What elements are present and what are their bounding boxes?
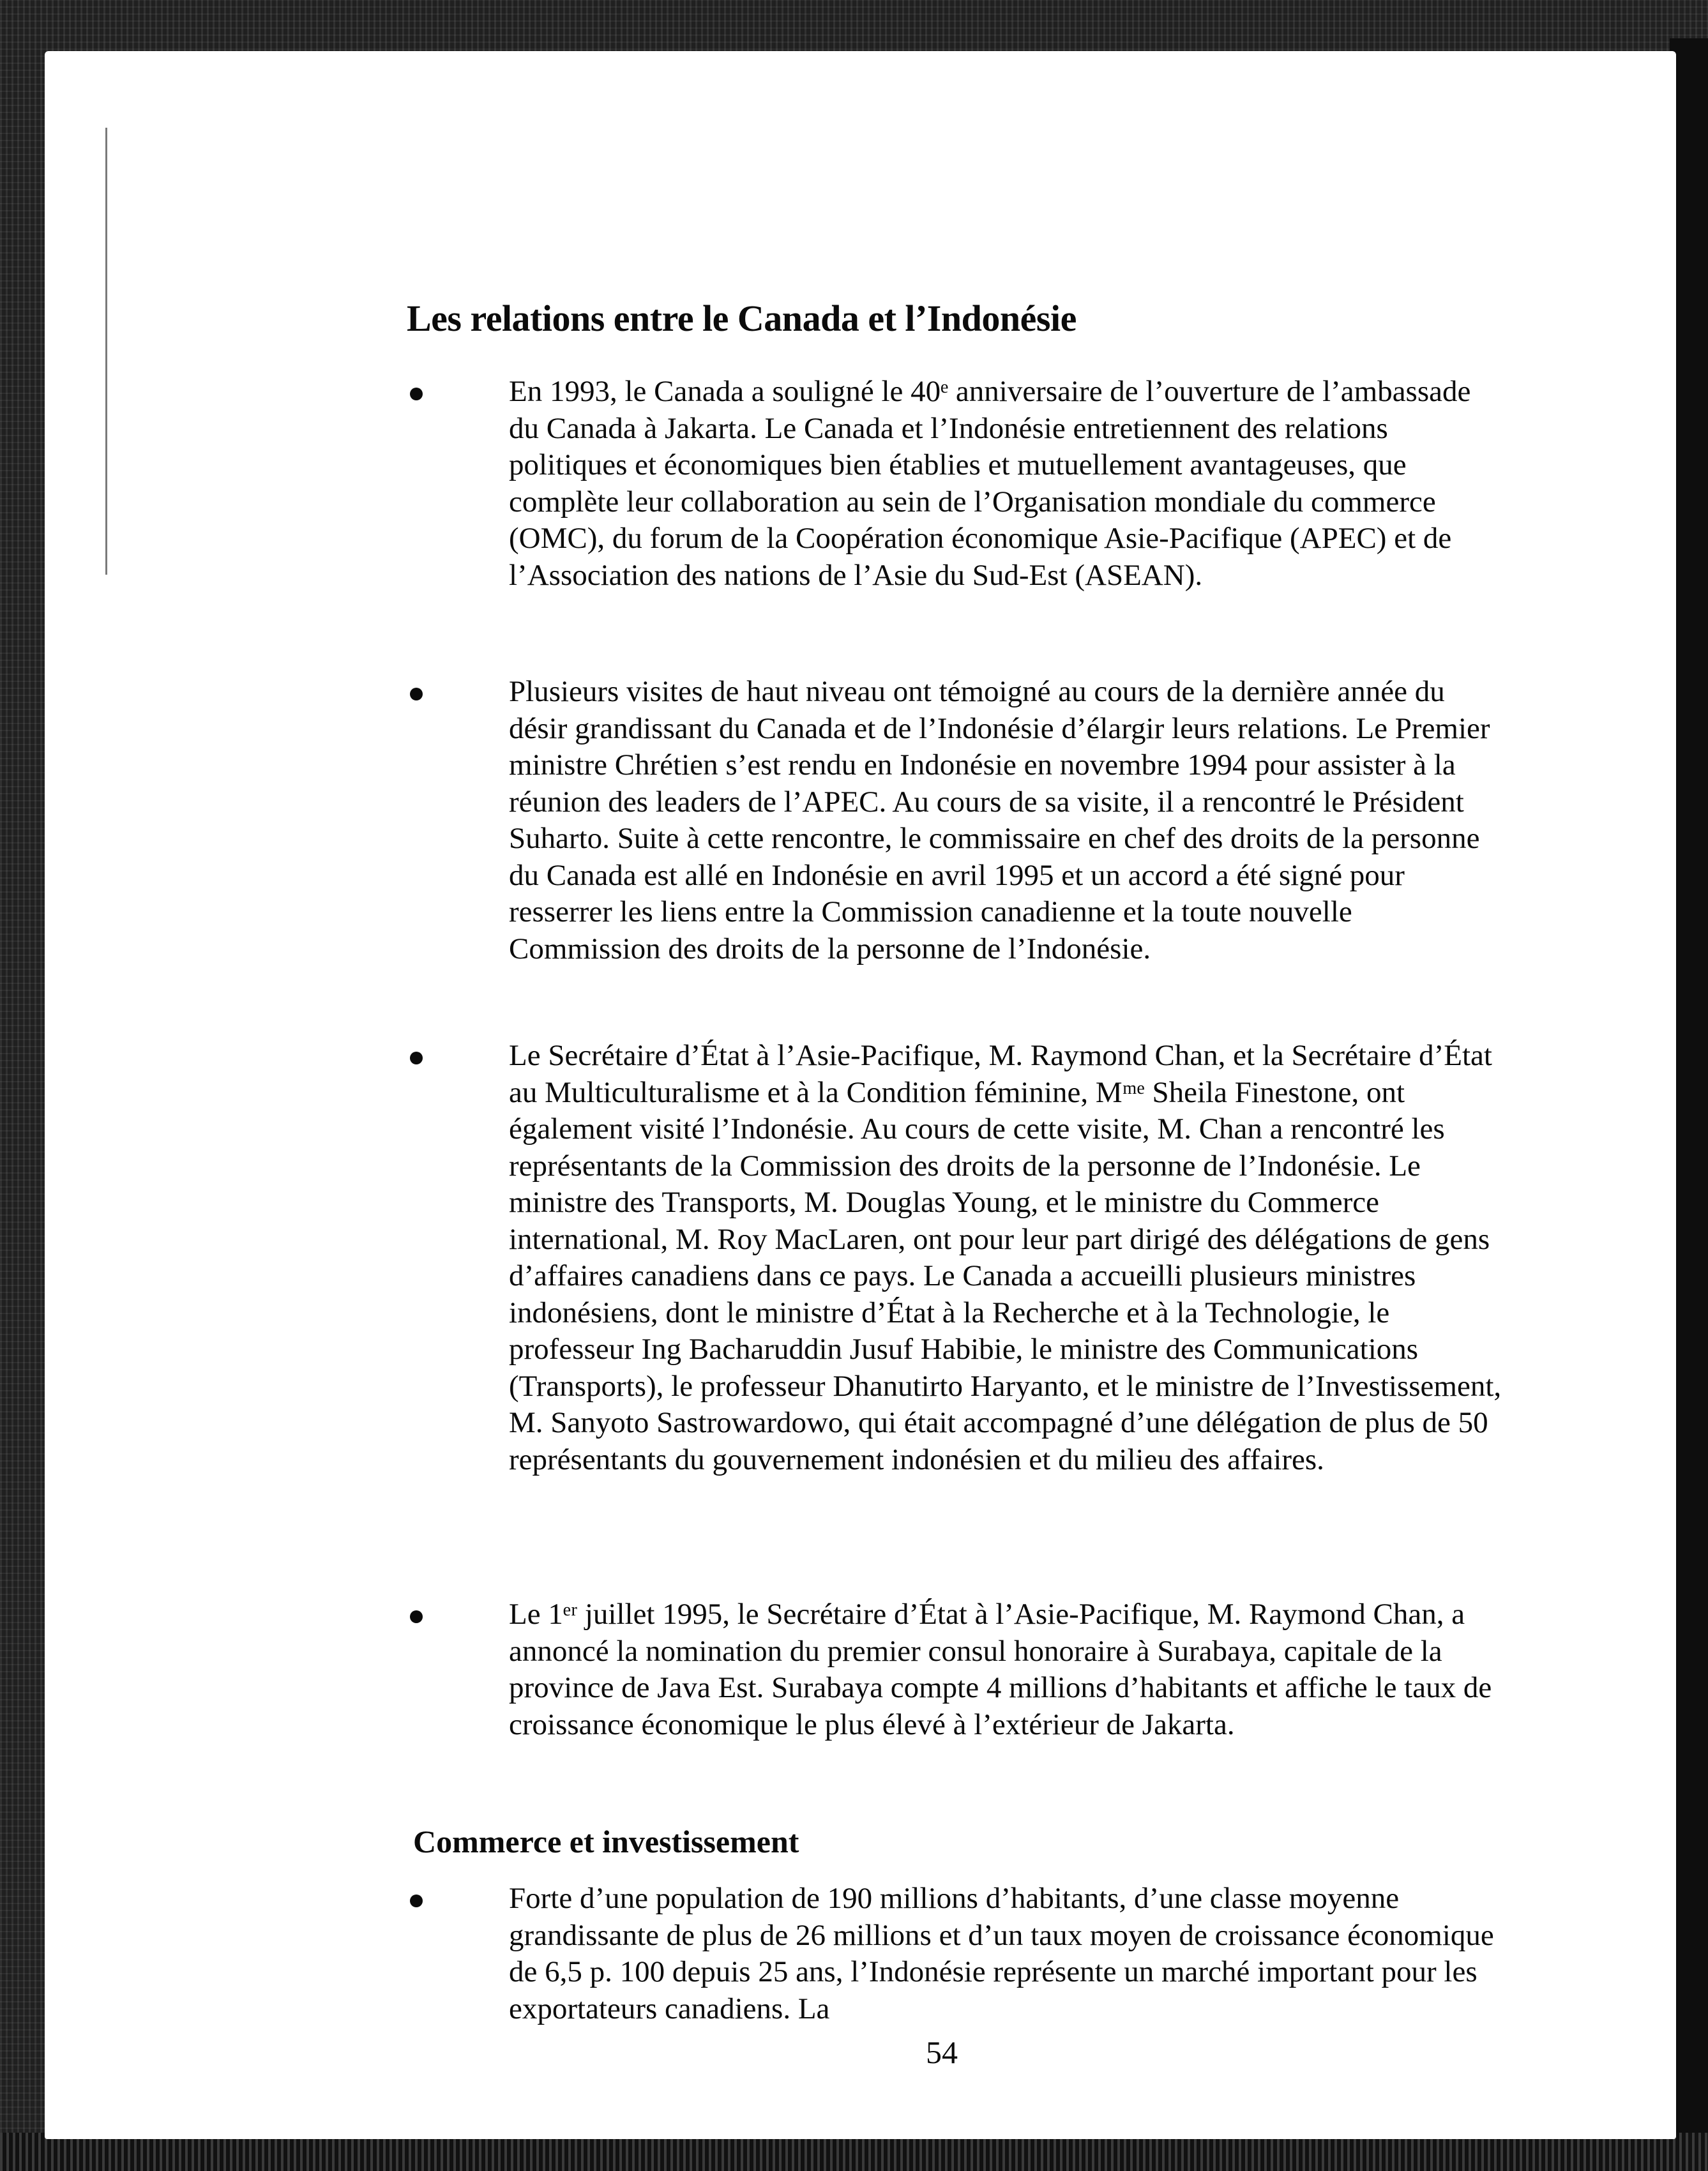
bullet-item-5 <box>407 1880 1492 2027</box>
bullet-item-3 <box>407 1038 1502 1478</box>
bullet-text-2: Plusieurs visites de haut niveau ont témoigné au cours de la dernière année du désir grandissant du Canada et de l’Indonésie d’élargir leurs relations. Le Premier ministre Chrétien s’est rendu en Indonésie en novembre 1994 pour assister à la réunion des leaders de l’APEC. Au cours de sa visite, il a rencontré le Président Suharto. Suite à cette rencontre, le commissaire en chef des droits de la personne du Canada est allé en Indonésie en avril 1995 et un accord a été signé pour resserrer les liens entre la Commission canadienne et la toute nouvelle Commission des droits de la personne de l’Indonésie. <box>509 675 1490 965</box>
document-page <box>45 51 1676 2139</box>
page-content <box>45 51 1676 2139</box>
bullet-icon <box>410 388 423 400</box>
bullet-item-4 <box>407 1596 1492 1743</box>
bullet-text-1: En 1993, le Canada a souligné le 40ᵉ anniversaire de l’ouverture de l’ambassade du Canada à Jakarta. Le Canada et l’Indonésie entretiennent des relations politiques et économiques bien établies et mutuellement avantageuses, que complète leur collaboration au sein de l’Organisation mondiale du commerce (OMC), du forum de la Coopération économique Asie-Pacifique (APEC) et de l’Association des nations de l’Asie du Sud-Est (ASEAN). <box>509 375 1471 592</box>
bullet-icon <box>410 1052 423 1064</box>
bullet-icon <box>410 688 423 700</box>
trade-subheading: Commerce et investissement <box>413 1824 799 1859</box>
bullet-icon <box>410 1895 423 1907</box>
bullet-item-2 <box>407 674 1492 967</box>
page-number: 54 <box>926 2034 958 2070</box>
bullet-text-5: Forte d’une population de 190 millions d’habitants, d’une classe moyenne grandissante de plus de 26 millions et d’un taux moyen de croissance économique de 6,5 p. 100 depuis 25 ans, l’Indonésie représente un marché important pour les exportateurs canadiens. La <box>509 1882 1494 2025</box>
bullet-item-1 <box>407 374 1492 594</box>
bullet-text-3: Le Secrétaire d’État à l’Asie-Pacifique, M. Raymond Chan, et la Secrétaire d’État au Multiculturalisme et à la Condition féminine, Mᵐᵉ Sheila Finestone, ont également visité l’Indonésie. Au cours de cette visite, M. Chan a rencontré les représentants de la Commission des droits de la personne de l’Indonésie. Le ministre des Transports, M. Douglas Young, et le ministre du Commerce international, M. Roy MacLaren, ont pour leur part dirigé des délégations de gens d’affaires canadiens dans ce pays. Le Canada a accueilli plusieurs ministres indonésiens, dont le ministre d’État à la Recherche et à la Technologie, le professeur Ing Bacharuddin Jusuf Habibie, le ministre des Communications (Transports), le professeur Dhanutirto Haryanto, et le ministre de l’Investissement, M. Sanyoto Sastrowardowo, qui était accompagné d’une délégation de plus de 50 représentants du gouvernement indonésien et du milieu des affaires. <box>509 1039 1502 1476</box>
bullet-text-4: Le 1ᵉʳ juillet 1995, le Secrétaire d’État à l’Asie-Pacifique, M. Raymond Chan, a annoncé la nomination du premier consul honoraire à Surabaya, capitale de la province de Java Est. Surabaya compte 4 millions d’habitants et affiche le taux de croissance économique le plus élevé à l’extérieur de Jakarta. <box>509 1598 1492 1741</box>
bullet-icon <box>410 1610 423 1623</box>
section-heading: Les relations entre le Canada et l’Indonésie <box>407 298 1077 339</box>
